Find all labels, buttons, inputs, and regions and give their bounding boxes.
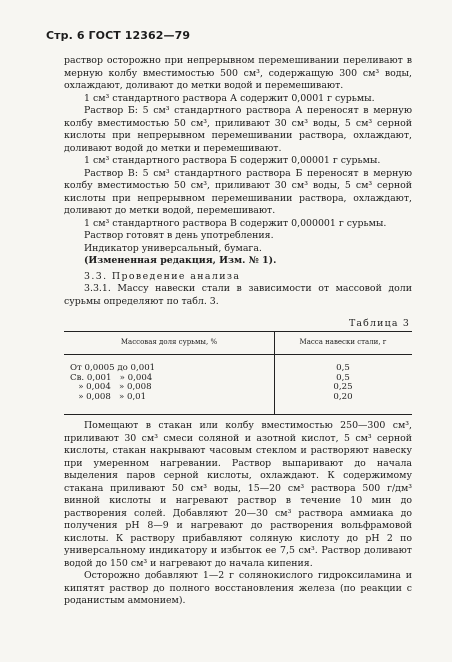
table-cell: 0,5 [336, 372, 350, 383]
paragraph: 1 см³ стандартного раствора Б содержит 0,00001 г сурьмы. [84, 155, 381, 166]
table-cell: Св. 0,001 » 0,004 [70, 372, 153, 383]
section-heading: 3.3. Проведение анализа [84, 270, 241, 282]
table-cell: От 0,0005 до 0,001 [70, 363, 156, 373]
text-block-bottom [64, 420, 412, 608]
table-caption: Таблица 3 [348, 318, 410, 329]
data-table [64, 331, 412, 415]
paragraph: Осторожно добавляют 1—2 г солянокислого гидроксиламина и кипятят раствор до полного восстановления железа (по реакции с роданистым аммонием). [64, 570, 412, 606]
table-cell: 0,20 [333, 392, 353, 403]
mass-column [274, 364, 412, 403]
page-header: Стр. 6 ГОСТ 12362—79 [46, 29, 191, 42]
column-header: Масса навески стали, г [299, 338, 387, 346]
table-header [64, 332, 412, 355]
paragraph: Раствор Б: 5 см³ стандартного раствора А переносят в мерную колбу вместимостью 50 см³, приливают 30 см³ воды, 5 см³ серной кислоты при непрерывном перемешивании раствора, охлаждают, доливают водой до метки и перемешивают. [64, 105, 412, 154]
text-block-top [64, 55, 412, 308]
paragraph: Индикатор универсальный, бумага. [84, 242, 262, 254]
paragraph: Раствор В: 5 см³ стандартного раствора Б переносят в мерную колбу вместимостью 50 см³, приливают 30 см³ воды, 5 см³ серной кислоты при непрерывном перемешивании раствора, охлаждают, доливают до метки водой, перемешивают. [64, 167, 412, 216]
paragraph: 1 см³ стандартного раствора А содержит 0,0001 г сурьмы. [84, 92, 375, 104]
paragraph: 3.3.1. Массу навески стали в зависимости от массовой доли сурьмы определяют по табл. 3. [64, 283, 412, 307]
table-cell: 0,5 [336, 363, 350, 373]
range-column [70, 364, 270, 403]
paragraph: Помещают в стакан или колбу вместимостью 250—300 см³, приливают 30 см³ смеси соляной и азотной кислот, 5 см³ серной кислоты, стакан накрывают часовым стеклом и растворяют навеску при умеренном нагревании. Раствор выпаривают до начала выделения паров серной кислоты, охлаждают. К содержимому стакана приливают 50 см³ воды, 15—20 см³ раствора 500 г/дм³ винной кислоты и нагревают раствор в течение 10 мин до растворения солей. Добавляют 20—30 см³ раствора аммиака до получения рН 8—9 и нагревают до растворения вольфрамовой кислоты. К раствору прибавляют соляную кислоту до рН 2 по универсальному индикатору и избыток ее 7,5 см³. Раствор доливают водой до 150 см³ и нагревают до начала кипения. [64, 420, 412, 569]
table-cell: » 0,008 » 0,01 [70, 392, 147, 403]
paragraph: раствор осторожно при непрерывном перемешивании переливают в мерную колбу вместимостью 500 см³, содержащую 300 см³ воды, охлаждают, доливают до метки водой и перемешивают. [64, 55, 412, 91]
column-header: Массовая доля сурьмы, % [120, 338, 218, 346]
amendment-note: (Измененная редакция, Изм. № 1). [84, 255, 277, 266]
paragraph: Раствор готовят в день употребления. [84, 230, 274, 241]
table-cell: » 0,004 » 0,008 [70, 382, 152, 393]
table-cell: 0,25 [333, 382, 353, 393]
paragraph: 1 см³ стандартного раствора В содержит 0,000001 г сурьмы. [84, 217, 387, 229]
